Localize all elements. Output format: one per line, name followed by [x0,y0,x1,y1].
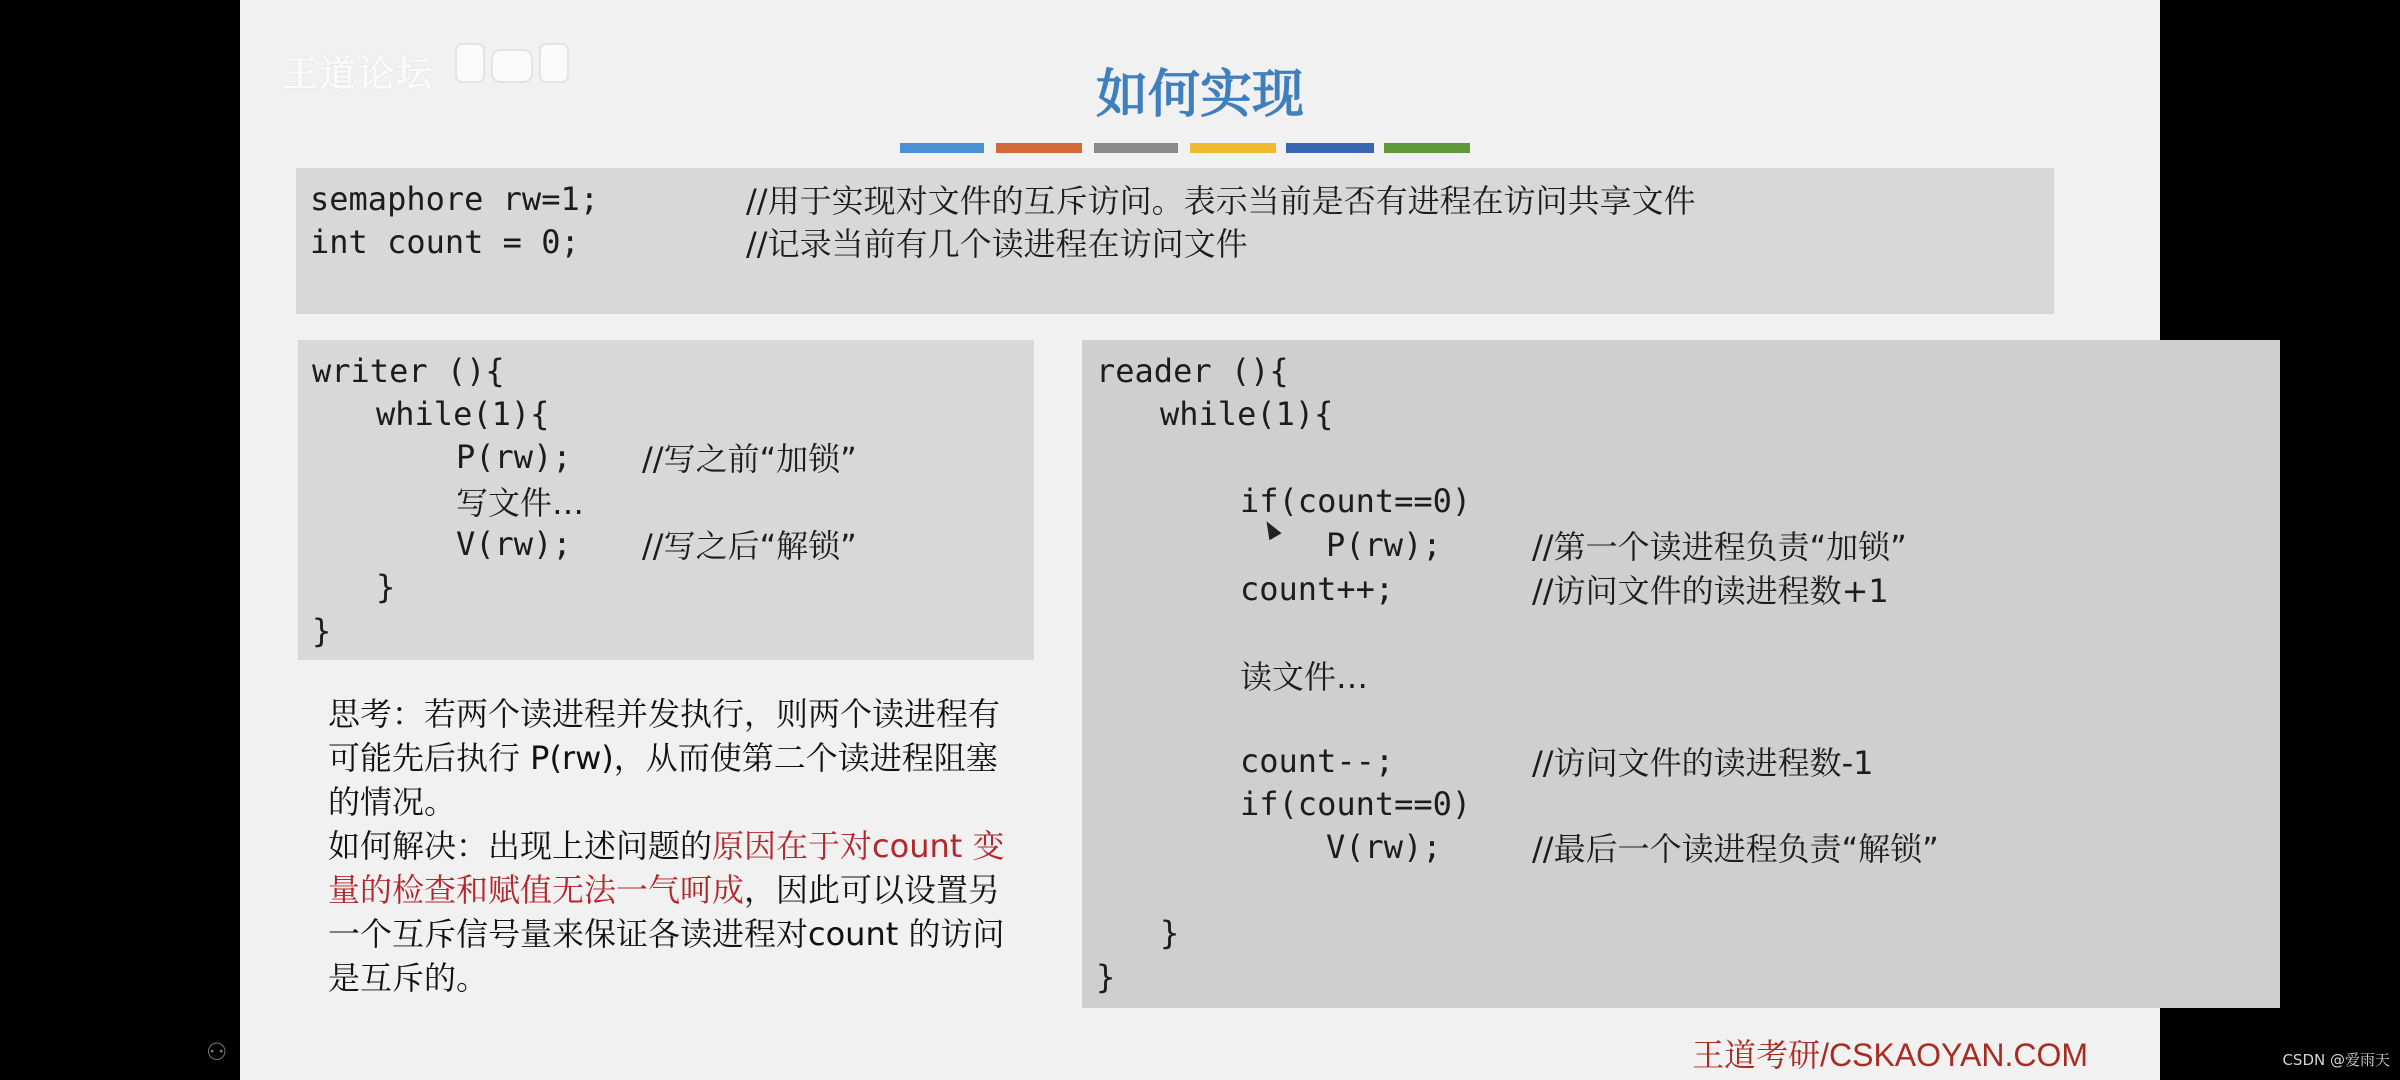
writer-while: while(1){ [376,395,550,433]
reader-inc-code: count++; [1240,570,1395,608]
color-bar-4 [1190,143,1276,153]
reader-dec-comment: //访问文件的读进程数-1 [1532,744,1874,782]
reader-v-comment: //最后一个读进程负责“解锁” [1532,830,1939,868]
csdn-watermark: CSDN @爱雨天 [2282,1051,2390,1069]
footer-brand: 王道考研/CSKAOYAN.COM [1692,1037,2088,1073]
reader-while: while(1){ [1160,395,1334,433]
writer-box [298,340,1034,660]
writer-close-outer: } [312,612,332,650]
color-bar-2 [996,143,1082,153]
think-para2 [328,824,1018,1000]
globals-line1-comment: //用于实现对文件的互斥访问。表示当前是否有进程在访问共享文件 [746,182,1696,220]
think-para1: 思考：若两个读进程并发执行，则两个读进程有可能先后执行 P(rw)，从而使第二个读进程阻塞的情况。 [328,695,1001,821]
logo-text: 王道论坛 [282,54,435,95]
think-text [328,692,1018,1000]
color-bar-1 [900,143,984,153]
slide [240,0,2160,1080]
think-para2-highlight: 原因在于对count 变量的检查和赋值无法一气呵成 [328,827,1005,909]
reader-read-file: 读文件… [1240,658,1369,696]
writer-v-comment: //写之后“解锁” [642,527,857,565]
color-bar-3 [1094,143,1178,153]
reader-close-inner: } [1160,914,1180,952]
reader-p-code: P(rw); [1326,526,1442,564]
user-icon: ⚇ [206,1038,228,1066]
reader-box [1082,340,2280,1008]
reader-dec-code: count--; [1240,742,1395,780]
globals-box [296,168,2054,314]
reader-inc-comment: //访问文件的读进程数+1 [1532,572,1889,610]
writer-header: writer (){ [312,352,505,390]
reader-header: reader (){ [1096,352,1289,390]
writer-p-code: P(rw); [456,438,572,476]
reader-if1: if(count==0) [1240,482,1472,520]
think-para2-suffix: ，因此可以设置另一个互斥信号量来保证各读进程对count 的访问是互斥的。 [328,871,1005,997]
reader-close-outer: } [1096,958,1116,996]
globals-line1-code: semaphore rw=1; [310,180,599,218]
think-para2-prefix: 如何解决：出现上述问题的 [328,827,713,865]
writer-write-file: 写文件… [456,484,585,522]
writer-close-inner: } [376,568,396,606]
reader-v-code: V(rw); [1326,828,1442,866]
writer-p-comment: //写之前“加锁” [642,440,857,478]
color-bar-5 [1286,143,1374,153]
writer-v-code: V(rw); [456,525,572,563]
slide-title: 如何实现 [1095,65,1304,125]
reader-if2: if(count==0) [1240,785,1472,823]
globals-line2-comment: //记录当前有几个读进程在访问文件 [746,225,1248,263]
globals-line2-code: int count = 0; [310,223,580,261]
reader-p-comment: //第一个读进程负责“加锁” [1532,528,1907,566]
color-bar-6 [1384,143,1470,153]
